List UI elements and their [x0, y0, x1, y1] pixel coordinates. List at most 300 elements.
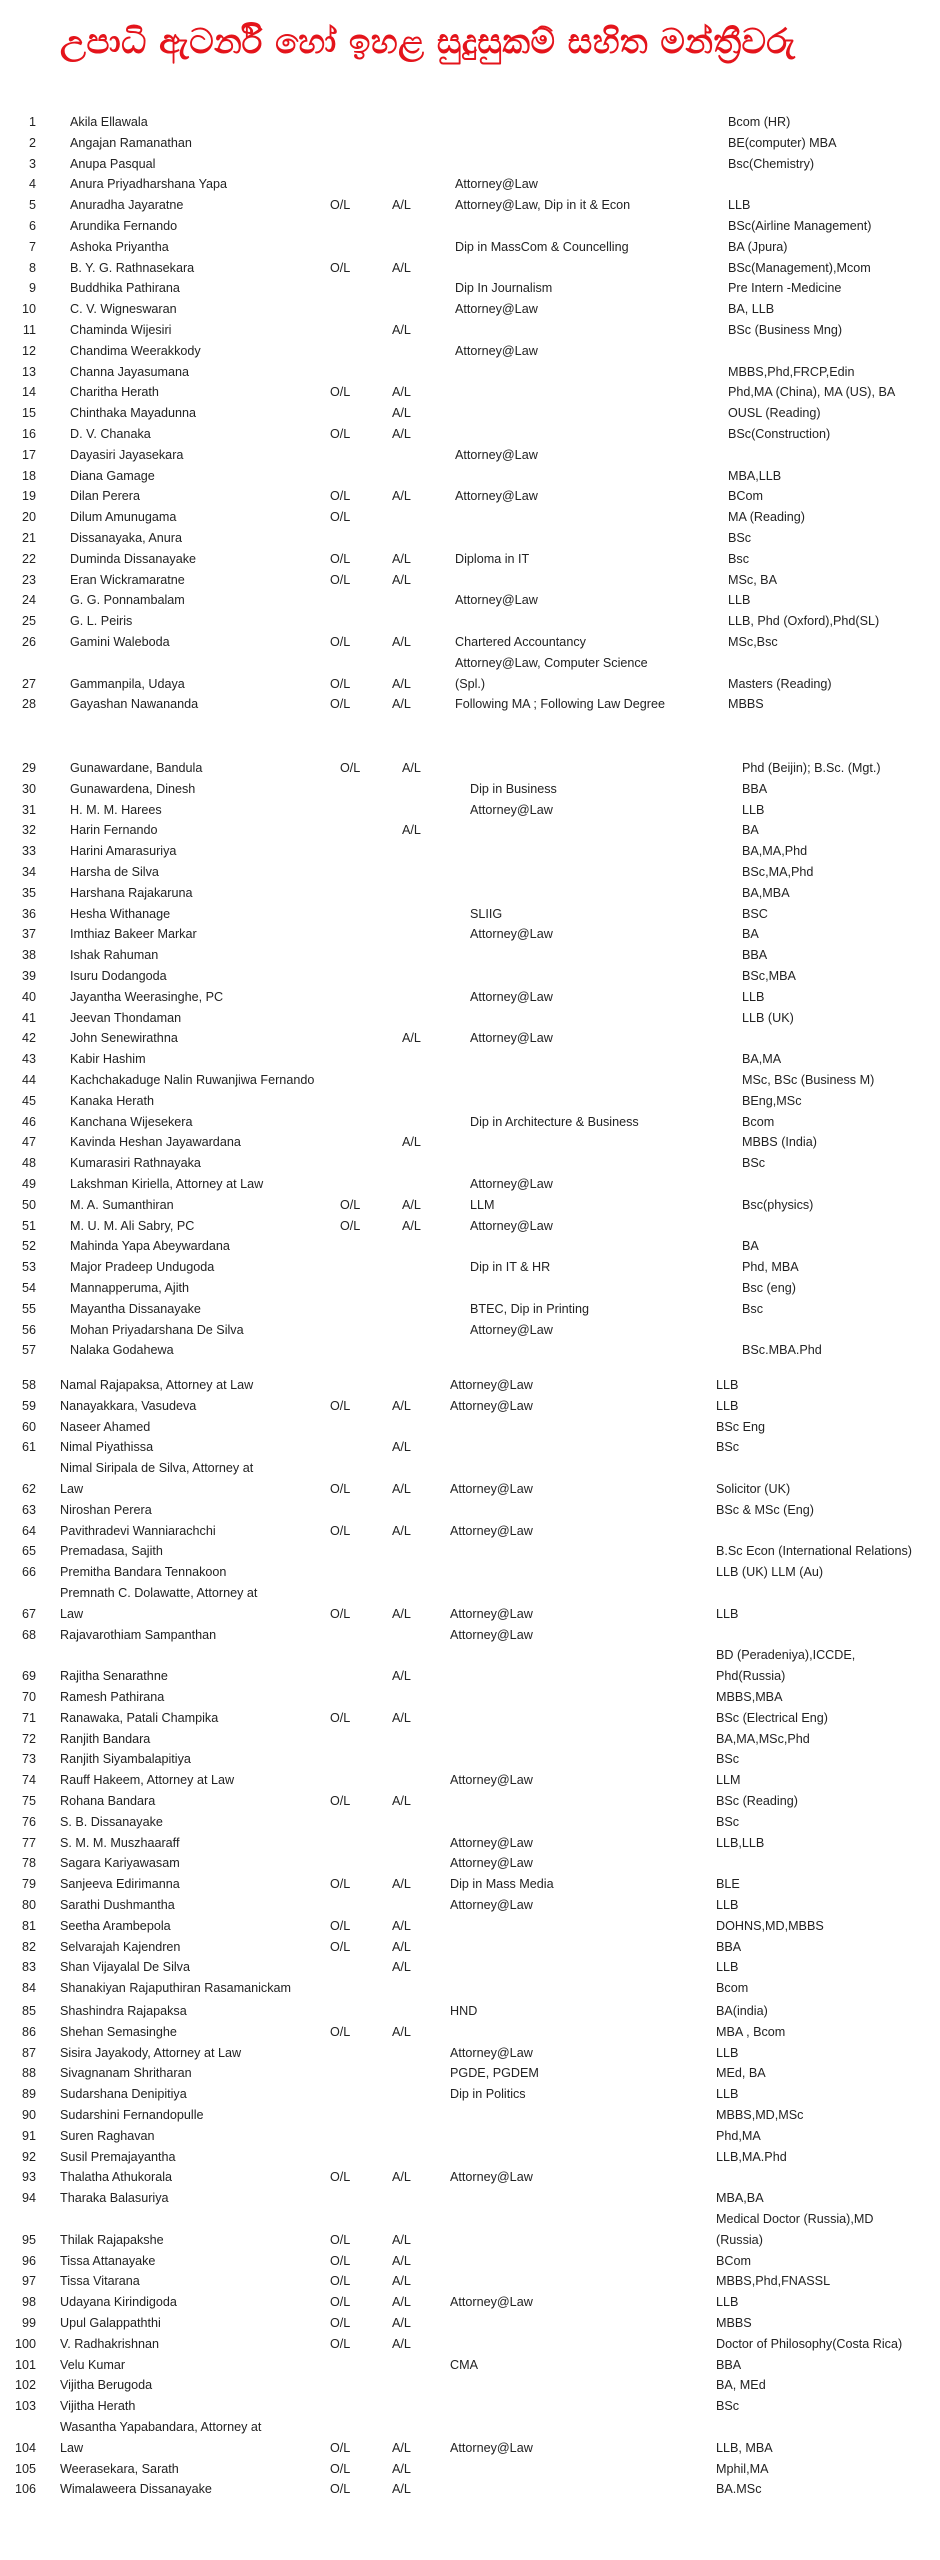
row-number: 4: [28, 177, 36, 192]
member-name: Sivagnanam Shritharan: [60, 2066, 192, 2081]
ol-qualification: O/L: [340, 761, 361, 775]
row-number: 9: [28, 281, 36, 296]
al-qualification: A/L: [402, 1135, 421, 1150]
al-qualification: A/L: [392, 1481, 411, 1496]
member-row: [0, 2147, 940, 2167]
professional-qualification: Attorney@Law: [450, 1773, 533, 1788]
degree: BSc (Electrical Eng): [716, 1710, 828, 1725]
al-qualification: A/L: [392, 1794, 411, 1808]
member-name: S. M. M. Muszhaaraff: [60, 1835, 180, 1850]
professional-qualification: Dip in IT & HR: [470, 1260, 551, 1275]
degree: BA, MEd: [716, 2378, 766, 2393]
row-number: 84: [21, 1981, 36, 1996]
row-number: 22: [21, 551, 36, 566]
member-row: [0, 2105, 940, 2125]
degree: DOHNS,MD,MBBS: [716, 1918, 824, 1933]
degree: LLB,MA.Phd: [716, 2149, 787, 2164]
ol-qualification: O/L: [330, 1918, 351, 1933]
ol-qualification: O/L: [330, 1398, 351, 1413]
row-number: 58: [21, 1378, 36, 1392]
member-row: [0, 216, 940, 236]
row-number: 46: [21, 1114, 36, 1129]
professional-qualification: Dip in Architecture & Business: [470, 1114, 639, 1129]
professional-qualification: Attorney@Law, Dip in it & Econ: [455, 198, 631, 213]
degree: LLB, MBA: [716, 2440, 773, 2455]
degree: BA, LLB: [728, 302, 775, 317]
al-qualification: A/L: [392, 1710, 411, 1725]
member-name: Harini Amarasuriya: [70, 844, 177, 859]
member-name: Harsha de Silva: [70, 865, 159, 879]
member-row: [0, 1049, 940, 1069]
row-number: 97: [21, 2274, 36, 2289]
degree: LLB: [716, 1606, 739, 1621]
member-row: [0, 779, 940, 799]
degree: Doctor of Philosophy(Costa Rica): [716, 2336, 903, 2351]
ol-qualification: O/L: [330, 2253, 351, 2268]
degree: Phd, MBA: [742, 1260, 799, 1275]
row-number: 35: [21, 885, 36, 900]
row-number: 64: [21, 1523, 36, 1538]
ol-qualification: O/L: [330, 198, 351, 213]
row-number: 6: [28, 219, 36, 233]
degree: BA: [742, 927, 759, 942]
row-number: 75: [21, 1794, 36, 1808]
member-name: Nimal Piyathissa: [60, 1440, 154, 1455]
member-row: [0, 1132, 940, 1152]
degree: MBBS: [716, 2316, 752, 2330]
degree: BEng,MSc: [742, 1093, 802, 1108]
professional-qualification: PGDE, PGDEM: [450, 2066, 539, 2081]
professional-qualification: Attorney@Law: [450, 2440, 533, 2455]
member-row: [0, 2001, 940, 2021]
row-number: 60: [21, 1419, 36, 1434]
degree: LLB, Phd (Oxford),Phd(SL): [728, 614, 880, 629]
member-row: [0, 2063, 940, 2083]
member-row: [0, 1957, 940, 1977]
professional-qualification: Attorney@Law: [450, 1627, 533, 1642]
al-qualification: A/L: [402, 1197, 421, 1212]
al-qualification: A/L: [402, 761, 421, 775]
member-row: [0, 2084, 940, 2104]
row-number: 8: [28, 260, 36, 275]
degree: BA: [742, 823, 759, 838]
al-qualification: A/L: [392, 198, 411, 213]
page-title: උපාධි ඇටර්නි හෝ ඉහළ සුදුසුකම් සහිත මන්ත්‍රීවරු: [60, 22, 796, 62]
member-row: [0, 1320, 940, 1340]
member-row: [0, 841, 940, 861]
ol-qualification: O/L: [330, 1877, 351, 1892]
degree: Bsc: [742, 1301, 763, 1316]
al-qualification: A/L: [392, 406, 411, 421]
row-number: 89: [21, 2087, 36, 2102]
member-name: Thalatha Athukorala: [60, 2170, 173, 2185]
member-row: [0, 1153, 940, 1173]
al-qualification: A/L: [392, 2232, 411, 2247]
al-qualification: A/L: [402, 823, 421, 838]
member-row: [0, 1257, 940, 1277]
member-name: Premitha Bandara Tennakoon: [60, 1565, 227, 1580]
row-number: 23: [21, 572, 36, 587]
row-number: 14: [21, 385, 36, 400]
ol-qualification: O/L: [340, 1218, 361, 1233]
member-name: Buddhika Pathirana: [70, 281, 180, 296]
degree: Solicitor (UK): [716, 1481, 791, 1496]
degree: LLB,LLB: [716, 1835, 765, 1850]
member-row: [0, 403, 940, 423]
row-number: 45: [21, 1093, 36, 1108]
degree: BSc: [716, 1752, 740, 1767]
row-number: 12: [21, 343, 36, 358]
member-name: Ranjith Bandara: [60, 1731, 151, 1746]
row-number: 28: [21, 697, 36, 712]
member-name: Harshana Rajakaruna: [70, 885, 193, 900]
row-number: 100: [14, 2336, 36, 2351]
row-number: 44: [21, 1073, 36, 1087]
member-name: Shehan Semasinghe: [60, 2024, 177, 2039]
member-name: Udayana Kirindigoda: [60, 2295, 177, 2310]
member-row: [0, 611, 940, 631]
member-name: Premnath C. Dolawatte, Attorney at: [60, 1586, 258, 1600]
member-row: [0, 1749, 940, 1769]
professional-qualification: Dip in Business: [470, 781, 557, 796]
member-name: Sisira Jayakody, Attorney at Law: [60, 2045, 242, 2060]
al-qualification: A/L: [392, 2170, 411, 2185]
member-row: [0, 632, 940, 652]
member-name: Diana Gamage: [70, 468, 155, 483]
professional-qualification: Attorney@Law: [450, 2170, 533, 2185]
member-row: [0, 1791, 940, 1811]
al-qualification: A/L: [392, 697, 411, 712]
row-number: 88: [21, 2066, 36, 2081]
degree: BA.MSc: [716, 2482, 762, 2497]
member-row: [0, 1978, 940, 1998]
row-number: 95: [21, 2232, 36, 2247]
professional-qualification: Attorney@Law: [450, 1481, 533, 1496]
professional-qualification: Attorney@Law: [450, 1523, 533, 1538]
member-name: Gamini Waleboda: [70, 635, 170, 649]
member-name: Dayasiri Jayasekara: [70, 447, 184, 462]
member-name: Vijitha Berugoda: [60, 2378, 153, 2393]
member-name: Anuradha Jayaratne: [70, 198, 184, 213]
member-row: [0, 653, 940, 693]
member-row: [0, 1236, 940, 1256]
member-name: Seetha Arambepola: [60, 1918, 171, 1933]
member-name: Law: [60, 1481, 84, 1496]
degree: BBA: [742, 781, 768, 796]
member-name: Harin Fernando: [70, 823, 158, 838]
member-row: [0, 2251, 940, 2271]
member-name: Rohana Bandara: [60, 1794, 156, 1808]
ol-qualification: O/L: [330, 1606, 351, 1621]
degree: BSc(Construction): [728, 427, 831, 441]
member-row: [0, 486, 940, 506]
row-number: 21: [21, 531, 36, 545]
row-number: 41: [21, 1010, 36, 1025]
member-name: Ashoka Priyantha: [70, 239, 169, 254]
ol-qualification: O/L: [330, 489, 351, 504]
member-row: [0, 1645, 940, 1685]
member-name: Upul Galappaththi: [60, 2316, 161, 2330]
row-number: 7: [28, 239, 36, 254]
row-number: 16: [21, 427, 36, 441]
al-qualification: A/L: [402, 1031, 421, 1046]
professional-qualification: Following MA ; Following Law Degree: [455, 697, 665, 712]
ol-qualification: O/L: [330, 635, 351, 649]
row-number: 3: [28, 156, 36, 171]
professional-qualification: Attorney@Law: [455, 177, 538, 192]
row-number: 48: [21, 1156, 36, 1171]
degree: LLB: [716, 1960, 739, 1975]
row-number: 96: [21, 2253, 36, 2268]
row-number: 38: [21, 948, 36, 963]
degree: LLB (UK) LLM (Au): [716, 1565, 824, 1580]
row-number: 40: [21, 989, 36, 1004]
degree: BSc: [742, 1156, 766, 1171]
degree: Bsc: [728, 551, 749, 566]
member-name: Nimal Siripala de Silva, Attorney at: [60, 1461, 254, 1476]
member-row: [0, 924, 940, 944]
degree: BSc: [716, 1814, 740, 1829]
row-number: 67: [21, 1606, 36, 1621]
row-number: 91: [21, 2128, 36, 2143]
al-qualification: A/L: [392, 2461, 411, 2476]
professional-qualification: Attorney@Law: [450, 1398, 533, 1413]
member-name: Dilum Amunugama: [70, 510, 177, 525]
degree: BSc: [728, 531, 752, 545]
degree: BA,MA,Phd: [742, 844, 808, 859]
member-row: [0, 1195, 940, 1215]
professional-qualification: Attorney@Law: [470, 1031, 553, 1046]
member-row: [0, 1340, 940, 1360]
member-row: [0, 1278, 940, 1298]
member-row: [0, 904, 940, 924]
professional-qualification: Dip In Journalism: [455, 281, 553, 296]
row-number: 53: [21, 1260, 36, 1275]
degree: Masters (Reading): [728, 676, 832, 691]
degree: BSC: [742, 906, 768, 921]
member-name: Sarathi Dushmantha: [60, 1898, 175, 1912]
member-name: Selvarajah Kajendren: [60, 1939, 181, 1954]
row-number: 42: [21, 1031, 36, 1046]
member-name: D. V. Chanaka: [70, 427, 151, 441]
degree: LLB: [716, 1378, 739, 1392]
row-number: 30: [21, 781, 36, 796]
member-name: Pavithradevi Wanniarachchi: [60, 1523, 216, 1538]
member-row: [0, 466, 940, 486]
degree: Bsc(physics): [742, 1197, 814, 1212]
professional-qualification: Attorney@Law: [450, 2295, 533, 2310]
row-number: 37: [21, 927, 36, 942]
professional-qualification: Attorney@Law: [455, 489, 538, 504]
member-row: [0, 2292, 940, 2312]
member-name: Angajan Ramanathan: [70, 135, 192, 150]
member-name: Rajavarothiam Sampanthan: [60, 1627, 217, 1642]
member-name: G. L. Peiris: [70, 614, 133, 629]
al-qualification: A/L: [392, 1440, 411, 1455]
member-name: Ramesh Pathirana: [60, 1690, 165, 1704]
professional-qualification: Attorney@Law: [450, 1378, 533, 1392]
member-row: [0, 1812, 940, 1832]
ol-qualification: O/L: [330, 510, 351, 525]
professional-qualification: Chartered Accountancy: [455, 635, 586, 649]
row-number: 73: [21, 1752, 36, 1767]
member-row: [0, 1708, 940, 1728]
member-row: [0, 758, 940, 778]
row-number: 62: [21, 1481, 36, 1496]
member-row: [0, 1625, 940, 1645]
ol-qualification: O/L: [330, 260, 351, 275]
professional-qualification: Dip in MassCom & Councelling: [455, 239, 629, 254]
member-row: [0, 1583, 940, 1623]
member-name: Anura Priyadharshana Yapa: [70, 177, 228, 192]
degree: LLB: [716, 2045, 739, 2060]
row-number: 98: [21, 2295, 36, 2310]
member-name: Kabir Hashim: [70, 1052, 146, 1067]
member-name: Ranjith Siyambalapitiya: [60, 1752, 191, 1767]
degree: BLE: [716, 1877, 740, 1892]
row-number: 69: [21, 1669, 36, 1684]
degree: BSc (Reading): [716, 1794, 798, 1808]
member-row: [0, 800, 940, 820]
member-row: [0, 133, 940, 153]
ol-qualification: O/L: [340, 1197, 361, 1212]
degree: Bsc (eng): [742, 1281, 796, 1295]
professional-qualification: Diploma in IT: [455, 551, 530, 566]
degree: BSc: [716, 2399, 740, 2414]
member-name: M. U. M. Ali Sabry, PC: [70, 1218, 195, 1233]
member-name: Anupa Pasqual: [70, 156, 156, 171]
al-qualification: A/L: [392, 2336, 411, 2351]
degree: BA: [742, 1239, 759, 1254]
member-row: [0, 1895, 940, 1915]
degree: MBA , Bcom: [716, 2024, 786, 2039]
row-number: 70: [21, 1690, 36, 1704]
degree: LLB: [716, 2087, 739, 2102]
degree: Mphil,MA: [716, 2461, 769, 2476]
degree: LLB (UK): [742, 1010, 794, 1025]
row-number: 76: [21, 1814, 36, 1829]
ol-qualification: O/L: [330, 551, 351, 566]
member-name: John Senewirathna: [70, 1031, 178, 1046]
ol-qualification: O/L: [330, 2316, 351, 2330]
member-row: [0, 237, 940, 257]
row-number: 56: [21, 1322, 36, 1337]
ol-qualification: O/L: [330, 1939, 351, 1954]
row-number: 61: [21, 1440, 36, 1455]
row-number: 11: [22, 323, 36, 337]
al-qualification: A/L: [392, 572, 411, 587]
al-qualification: A/L: [392, 2316, 411, 2330]
professional-qualification: HND: [450, 2004, 478, 2018]
member-row: [0, 299, 940, 319]
member-row: [0, 1396, 940, 1416]
member-row: [0, 1458, 940, 1498]
degree: MBBS: [728, 697, 764, 712]
member-name: Namal Rajapaksa, Attorney at Law: [60, 1378, 254, 1392]
member-name: Premadasa, Sajith: [60, 1544, 163, 1559]
degree: BSc(Management),Mcom: [728, 260, 871, 275]
al-qualification: A/L: [392, 385, 411, 400]
member-row: [0, 258, 940, 278]
degree: (Russia): [716, 2232, 763, 2247]
member-row: [0, 2479, 940, 2499]
member-row: [0, 883, 940, 903]
member-name: Major Pradeep Undugoda: [70, 1260, 215, 1275]
degree: BD (Peradeniya),ICCDE,: [716, 1648, 856, 1663]
professional-qualification: Attorney@Law: [455, 343, 538, 358]
member-row: [0, 154, 940, 174]
member-row: [0, 1541, 940, 1561]
member-name: G. G. Ponnambalam: [70, 593, 185, 608]
member-name: M. A. Sumanthiran: [70, 1197, 174, 1212]
degree: BSc(Airline Management): [728, 219, 872, 233]
professional-qualification: Attorney@Law: [470, 989, 553, 1004]
member-name: Gammanpila, Udaya: [70, 676, 185, 691]
member-row: [0, 1833, 940, 1853]
member-name: Sagara Kariyawasam: [60, 1856, 180, 1871]
professional-qualification: Attorney@Law: [450, 1606, 533, 1621]
member-name: Jeevan Thondaman: [70, 1010, 182, 1025]
degree: BSc,MA,Phd: [742, 865, 814, 879]
member-name: Sanjeeva Edirimanna: [60, 1877, 180, 1892]
professional-qualification: Attorney@Law: [450, 1856, 533, 1871]
member-name: Rauff Hakeem, Attorney at Law: [60, 1773, 235, 1788]
member-row: [0, 862, 940, 882]
member-row: [0, 278, 940, 298]
al-qualification: A/L: [392, 1606, 411, 1621]
member-row: [0, 2043, 940, 2063]
row-number: 33: [21, 844, 36, 859]
row-number: 54: [21, 1281, 36, 1295]
professional-qualification: Attorney@Law: [470, 1218, 553, 1233]
member-name: Charitha Herath: [70, 385, 159, 400]
degree: BSc (Business Mng): [728, 323, 843, 337]
ol-qualification: O/L: [330, 1794, 351, 1808]
al-qualification: A/L: [392, 2482, 411, 2497]
ol-qualification: O/L: [330, 2024, 351, 2039]
degree: BSc,MBA: [742, 969, 796, 983]
degree: OUSL (Reading): [728, 406, 821, 421]
member-name: Wasantha Yapabandara, Attorney at: [60, 2420, 262, 2434]
ol-qualification: O/L: [330, 2336, 351, 2351]
member-row: [0, 112, 940, 132]
row-number: 72: [21, 1731, 36, 1746]
ol-qualification: O/L: [330, 2482, 351, 2497]
row-number: 39: [21, 969, 36, 983]
al-qualification: A/L: [392, 635, 411, 649]
member-row: [0, 1687, 940, 1707]
row-number: 52: [21, 1239, 36, 1254]
member-row: [0, 1521, 940, 1541]
row-number: 71: [21, 1710, 36, 1725]
member-row: [0, 1437, 940, 1457]
member-row: [0, 2022, 940, 2042]
member-name: Mannapperuma, Ajith: [70, 1281, 190, 1295]
member-row: [0, 2188, 940, 2208]
degree: B.Sc Econ (International Relations): [716, 1544, 913, 1559]
degree: MBBS (India): [742, 1135, 817, 1150]
ol-qualification: O/L: [330, 1481, 351, 1496]
member-name: Nanayakkara, Vasudeva: [60, 1398, 197, 1413]
ol-qualification: O/L: [330, 1710, 351, 1725]
member-row: [0, 590, 940, 610]
degree: LLB: [728, 593, 751, 608]
professional-qualification: BTEC, Dip in Printing: [470, 1301, 589, 1316]
degree: BBA: [716, 1939, 742, 1954]
degree: BCom: [716, 2253, 751, 2268]
degree: Phd (Beijin); B.Sc. (Mgt.): [742, 761, 881, 775]
al-qualification: A/L: [402, 1218, 421, 1233]
